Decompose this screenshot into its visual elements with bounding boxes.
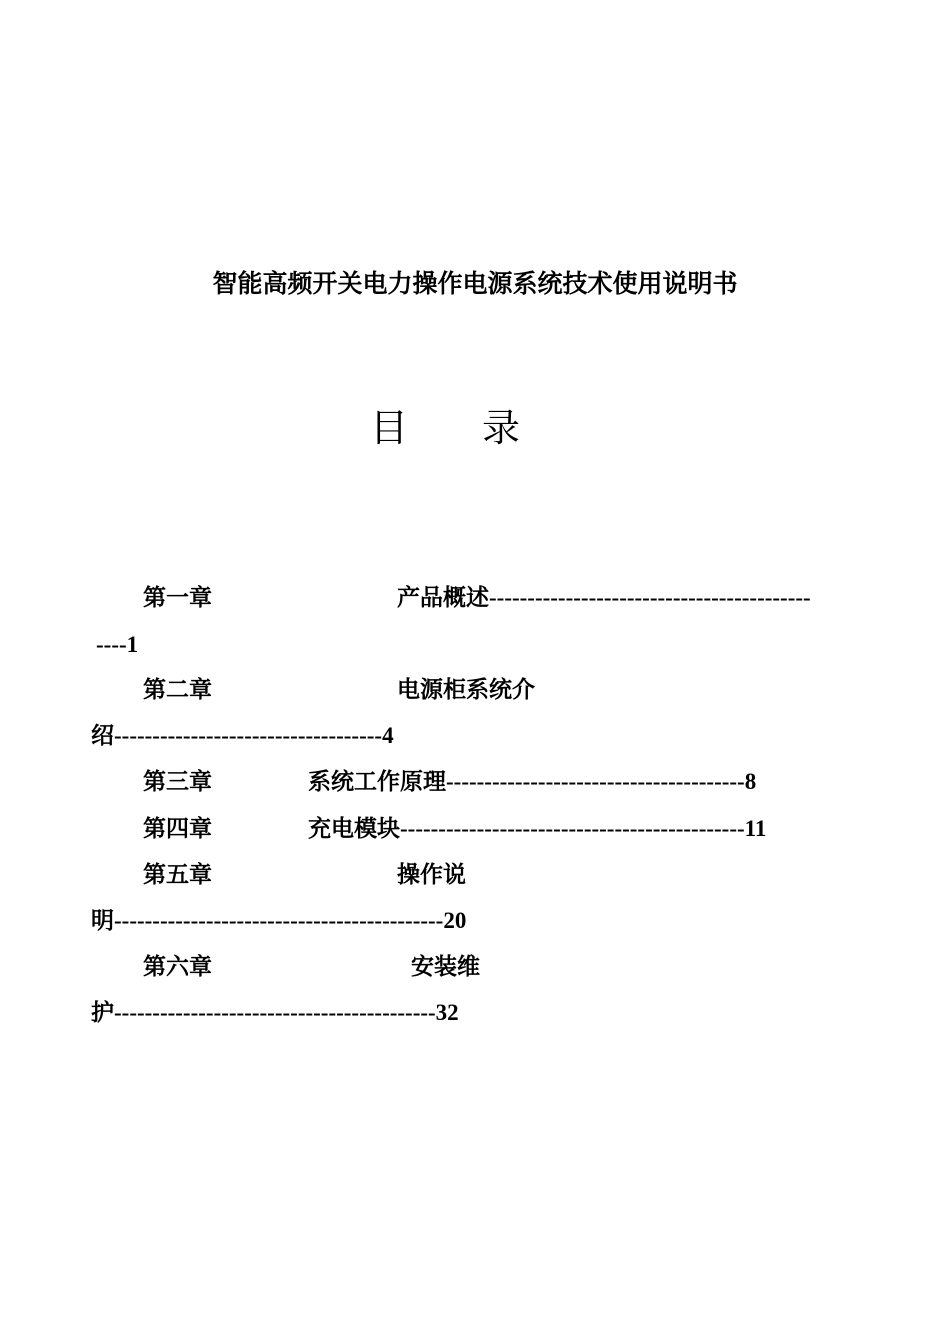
toc-chapter-label: 第二章 <box>143 677 212 703</box>
toc-entry-page: 护------------------------------------------32 <box>91 1000 459 1025</box>
toc-entry-page: 明-------------------------------------------20 <box>91 908 467 933</box>
toc-heading <box>370 404 521 452</box>
document-title: 智能高频开关电力操作电源系统技术使用说明书 <box>212 269 738 298</box>
toc-chapter-label: 第五章 <box>143 862 212 888</box>
toc-heading-char-2: 录 <box>482 406 521 450</box>
toc-entry-title: 操作说 <box>397 862 466 888</box>
toc-heading-char-1: 目 <box>370 406 409 450</box>
toc-entry-page: ----1 <box>96 632 139 657</box>
toc-entry-title: 系统工作原理---------------------------------------8 <box>308 769 757 794</box>
toc-entry-title: 电源柜系统介 <box>397 677 535 703</box>
toc-entry-title: 产品概述------------------------------------------ <box>397 585 811 610</box>
toc-entry-page: 绍-----------------------------------4 <box>91 723 394 748</box>
toc-chapter-label: 第四章 <box>143 816 212 842</box>
toc-chapter-label: 第六章 <box>143 954 212 980</box>
toc-chapter-label: 第一章 <box>143 585 212 611</box>
toc-entry-title: 安装维 <box>411 954 480 980</box>
toc-entry-title: 充电模块---------------------------------------------11 <box>308 816 767 841</box>
toc-chapter-label: 第三章 <box>143 769 212 795</box>
